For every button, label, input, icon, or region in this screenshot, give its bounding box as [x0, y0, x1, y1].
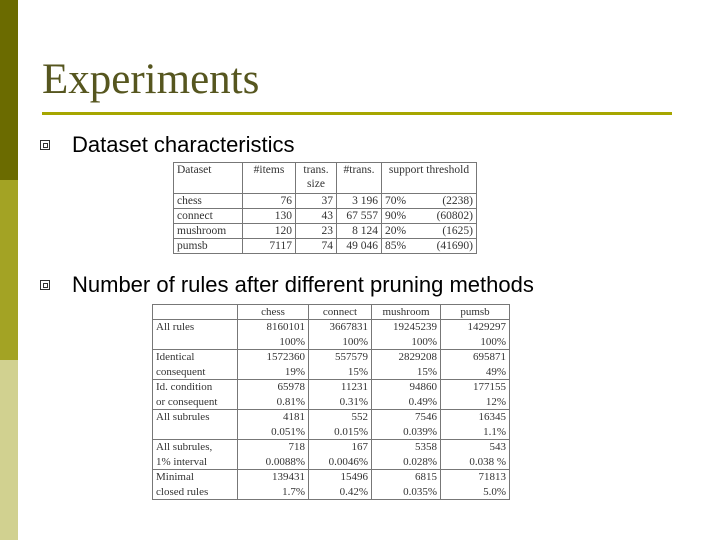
table-row: [153, 470, 510, 500]
header-trans-size: trans. size: [296, 163, 337, 194]
cell-pumsb: 543 0.038 %: [441, 440, 510, 470]
header-support-threshold: support threshold: [382, 163, 477, 194]
cell-chess: 65978 0.81%: [238, 380, 309, 410]
bullet-dataset-characteristics: Dataset characteristics: [72, 132, 295, 157]
header-pumsb: pumsb: [441, 305, 510, 320]
cell-items: 120: [243, 224, 296, 239]
title-underline: [42, 112, 672, 115]
header-trans: #trans.: [337, 163, 382, 194]
row-label: Id. condition or consequent: [153, 380, 238, 410]
row-label: All rules: [153, 320, 238, 350]
square-bullet-icon: [40, 280, 50, 290]
row-label: All subrules, 1% interval: [153, 440, 238, 470]
bullet-number-of-rules: Number of rules after different pruning methods: [72, 272, 534, 297]
cell-pumsb: 695871 49%: [441, 350, 510, 380]
cell-mushroom: 7546 0.039%: [372, 410, 441, 440]
cell-support-pct: 85%: [382, 239, 419, 254]
dataset-name: mushroom: [174, 224, 243, 239]
rules-table: [152, 304, 510, 500]
cell-mushroom: 6815 0.035%: [372, 470, 441, 500]
table-row: [153, 380, 510, 410]
cell-support-pct: 90%: [382, 209, 419, 224]
cell-mushroom: 2829208 15%: [372, 350, 441, 380]
cell-chess: 1572360 19%: [238, 350, 309, 380]
cell-trans: 67 557: [337, 209, 382, 224]
cell-mushroom: 94860 0.49%: [372, 380, 441, 410]
table-row: [153, 440, 510, 470]
cell-size: 37: [296, 194, 337, 209]
row-label: Minimal closed rules: [153, 470, 238, 500]
cell-trans: 3 196: [337, 194, 382, 209]
header-items: #items: [243, 163, 296, 194]
cell-connect: 552 0.015%: [309, 410, 372, 440]
cell-pumsb: 177155 12%: [441, 380, 510, 410]
slide-title: Experiments: [42, 56, 260, 103]
table-row: [153, 410, 510, 440]
table-row: [174, 209, 477, 224]
cell-support-abs: (41690): [419, 239, 477, 254]
header-connect: connect: [309, 305, 372, 320]
cell-support-abs: (1625): [419, 224, 477, 239]
cell-mushroom: 19245239 100%: [372, 320, 441, 350]
cell-chess: 4181 0.051%: [238, 410, 309, 440]
row-label: Identical consequent: [153, 350, 238, 380]
table-row: [153, 350, 510, 380]
cell-support-abs: (2238): [419, 194, 477, 209]
cell-pumsb: 1429297 100%: [441, 320, 510, 350]
header-mushroom: mushroom: [372, 305, 441, 320]
cell-trans: 49 046: [337, 239, 382, 254]
cell-support-pct: 20%: [382, 224, 419, 239]
cell-connect: 3667831 100%: [309, 320, 372, 350]
cell-chess: 139431 1.7%: [238, 470, 309, 500]
cell-items: 76: [243, 194, 296, 209]
cell-pumsb: 71813 5.0%: [441, 470, 510, 500]
cell-size: 43: [296, 209, 337, 224]
cell-size: 23: [296, 224, 337, 239]
cell-chess: 718 0.0088%: [238, 440, 309, 470]
side-bar-dark: [0, 0, 18, 180]
dataset-table: [173, 162, 477, 254]
dataset-table-header: [174, 163, 477, 194]
cell-items: 7117: [243, 239, 296, 254]
square-bullet-icon: [40, 140, 50, 150]
side-bar-light: [0, 360, 18, 540]
table-row: [174, 224, 477, 239]
cell-trans: 8 124: [337, 224, 382, 239]
cell-connect: 167 0.0046%: [309, 440, 372, 470]
table-row: [153, 320, 510, 350]
dataset-name: pumsb: [174, 239, 243, 254]
row-label: All subrules: [153, 410, 238, 440]
cell-pumsb: 16345 1.1%: [441, 410, 510, 440]
cell-chess: 8160101 100%: [238, 320, 309, 350]
table-row: [174, 239, 477, 254]
cell-support-pct: 70%: [382, 194, 419, 209]
header-dataset: Dataset: [174, 163, 243, 194]
cell-support-abs: (60802): [419, 209, 477, 224]
cell-connect: 11231 0.31%: [309, 380, 372, 410]
cell-items: 130: [243, 209, 296, 224]
header-chess: chess: [238, 305, 309, 320]
cell-size: 74: [296, 239, 337, 254]
dataset-name: chess: [174, 194, 243, 209]
cell-connect: 15496 0.42%: [309, 470, 372, 500]
dataset-name: connect: [174, 209, 243, 224]
cell-mushroom: 5358 0.028%: [372, 440, 441, 470]
rules-table-header: [153, 305, 510, 320]
header-empty: [153, 305, 238, 320]
side-bar-mid: [0, 180, 18, 360]
table-row: [174, 194, 477, 209]
cell-connect: 557579 15%: [309, 350, 372, 380]
